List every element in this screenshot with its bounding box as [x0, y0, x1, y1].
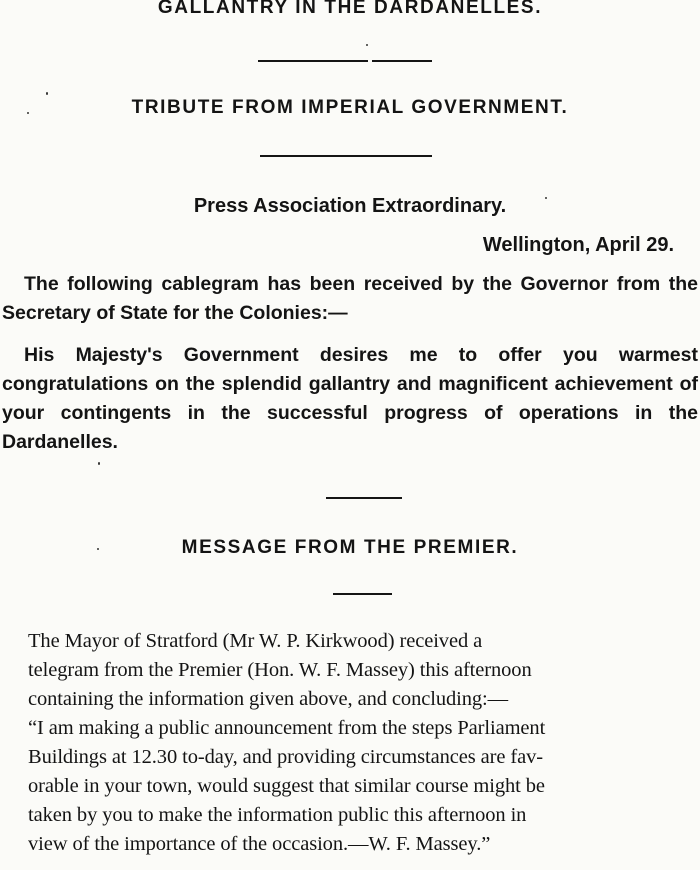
- premier-line: telegram from the Premier (Hon. W. F. Massey) this afternoon: [28, 659, 532, 681]
- divider-rule: [326, 497, 402, 499]
- double-rule-left: [258, 60, 368, 62]
- main-headline: GALLANTRY IN THE DARDANELLES.: [157, 0, 543, 18]
- agency-line: Press Association Extraordinary.: [193, 195, 507, 217]
- premier-line: The Mayor of Stratford (Mr W. P. Kirkwood) received a: [28, 630, 483, 652]
- ink-speck: [366, 44, 368, 46]
- ink-speck: [98, 462, 100, 465]
- government-message: His Majesty's Government desires me to offer you warmest congratulations on the splendid gallantry and magnificent achievement of your contingents in the successful progress of operations in the Dardanelles.: [2, 344, 698, 453]
- ink-speck: [545, 197, 547, 199]
- double-rule-right: [372, 60, 432, 62]
- ink-speck: [46, 92, 48, 95]
- ink-speck: [97, 548, 99, 550]
- premier-line: Buildings at 12.30 to-day, and providing circumstances are fav-: [28, 746, 543, 768]
- premier-headline: MESSAGE FROM THE PREMIER.: [181, 537, 519, 558]
- intro-paragraph: The following cablegram has been received by the Governor from the Secretary of State for the Colonies:—: [2, 273, 698, 324]
- premier-line: orable in your town, would suggest that similar course might be: [28, 775, 545, 797]
- ink-speck: [27, 112, 29, 114]
- premier-line: containing the information given above, and concluding:—: [28, 688, 509, 710]
- dateline: Wellington, April 29.: [482, 234, 674, 256]
- divider-rule-short: [333, 593, 392, 595]
- section-rule: [260, 155, 432, 157]
- premier-line: view of the importance of the occasion.—W. F. Massey.”: [28, 833, 491, 855]
- premier-line: “I am making a public announcement from the steps Parliament: [28, 717, 546, 739]
- tribute-headline: TRIBUTE FROM IMPERIAL GOVERNMENT.: [131, 97, 569, 118]
- premier-paragraph: [4, 627, 698, 859]
- premier-line: taken by you to make the information public this afternoon in: [28, 804, 527, 826]
